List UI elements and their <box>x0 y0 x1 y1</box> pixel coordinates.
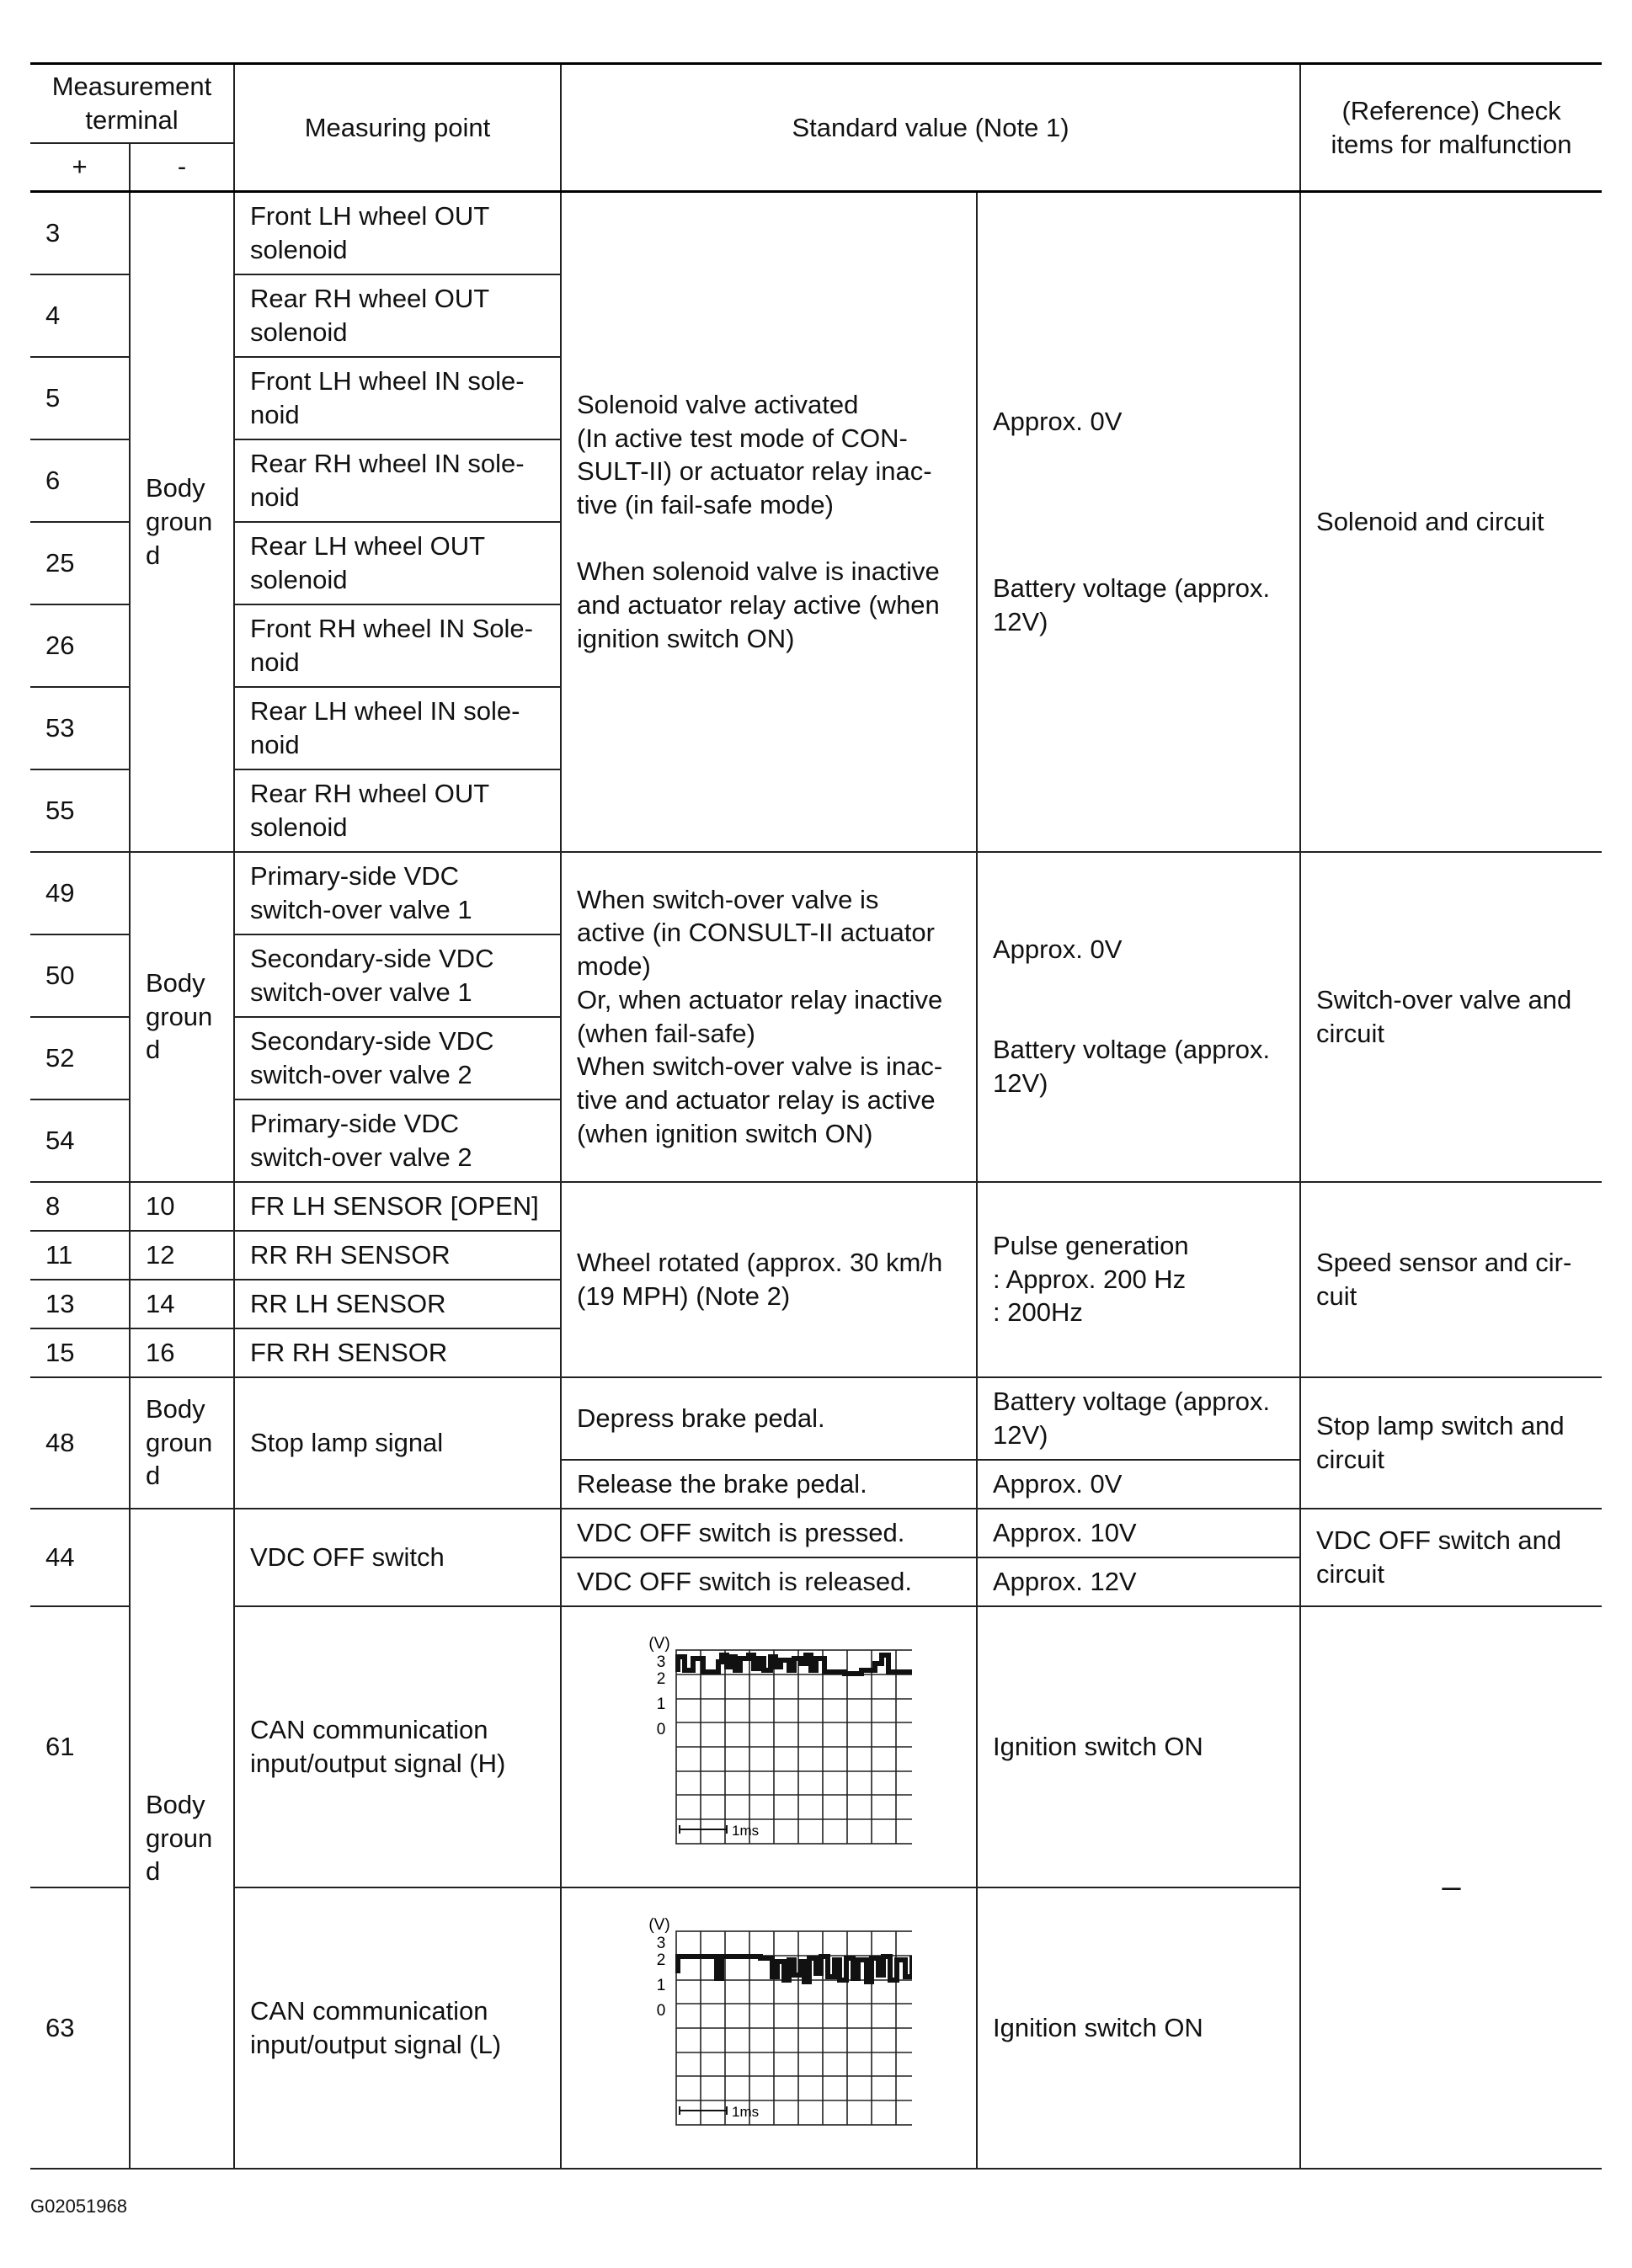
scope-grid <box>676 1650 912 1844</box>
point-13: RR LH SENSOR <box>234 1280 561 1328</box>
terminal-61: 61 <box>30 1606 130 1887</box>
scope-tick-1: 1 <box>656 1695 666 1713</box>
point-3: Front LH wheel OUT solenoid <box>234 192 561 274</box>
scope-unit: (V) <box>648 1915 670 1934</box>
body-ground-solenoid: Body groun d <box>130 192 234 852</box>
terminal-48: 48 <box>30 1377 130 1509</box>
point-49: Primary-side VDC switch-over valve 1 <box>234 852 561 934</box>
terminal-10: 10 <box>130 1182 234 1231</box>
point-50: Secondary-side VDC switch-over valve 1 <box>234 934 561 1017</box>
switchover-value: Approx. 0V Battery voltage (approx. 12V) <box>977 852 1300 1182</box>
terminal-26: 26 <box>30 604 130 687</box>
point-53: Rear LH wheel IN sole- noid <box>234 687 561 769</box>
point-4: Rear RH wheel OUT solenoid <box>234 274 561 357</box>
terminal-49: 49 <box>30 852 130 934</box>
point-48: Stop lamp signal <box>234 1377 561 1509</box>
point-11: RR RH SENSOR <box>234 1231 561 1280</box>
body-ground-switchover: Body groun d <box>130 852 234 1182</box>
scope-unit: (V) <box>648 1634 670 1653</box>
point-54: Primary-side VDC switch-over valve 2 <box>234 1099 561 1182</box>
terminal-54: 54 <box>30 1099 130 1182</box>
scope-time: 1ms <box>732 1822 760 1839</box>
can-l-waveform-cell <box>561 1887 977 2169</box>
scope-tick-0: 0 <box>656 2001 666 2020</box>
stop-lamp-cond-depress: Depress brake pedal. <box>561 1377 977 1460</box>
switchover-condition: When switch-over valve is active (in CONSULT-II actuator mode) Or, when actuator relay inactive (when fail-safe) When switch-over valve is inac- tive and actuator relay is active (when ignition switch ON) <box>561 852 977 1182</box>
terminal-6: 6 <box>30 439 130 522</box>
point-5: Front LH wheel IN sole- noid <box>234 357 561 439</box>
terminal-13: 13 <box>30 1280 130 1328</box>
scope-time-marker <box>680 2106 727 2115</box>
terminal-50: 50 <box>30 934 130 1017</box>
stop-lamp-val-release: Approx. 0V <box>977 1460 1300 1509</box>
point-8: FR LH SENSOR [OPEN] <box>234 1182 561 1231</box>
scope-tick-2: 2 <box>656 1669 666 1688</box>
can-l-waveform <box>626 1914 912 2142</box>
point-26: Front RH wheel IN Sole- noid <box>234 604 561 687</box>
can-check-dash: – <box>1442 1867 1461 1905</box>
scope-tick-2: 2 <box>656 1951 666 1969</box>
body-ground-stop-lamp: Body groun d <box>130 1377 234 1509</box>
can-h-waveform-cell <box>561 1606 977 1887</box>
solenoid-condition: Solenoid valve activated (In active test mode of CON- SULT-II) or actuator relay inac- tive (in fail-safe mode) When solenoid valve is inactive and actuator relay active (when ignition switch ON) <box>561 192 977 852</box>
can-h-waveform <box>626 1633 912 1861</box>
value-61: Ignition switch ON <box>977 1606 1300 1887</box>
measurement-terminal-header: Measurement terminal <box>30 64 234 143</box>
solenoid-value: Approx. 0V Battery voltage (approx. 12V) <box>977 192 1300 852</box>
scope-tick-3: 3 <box>656 1653 666 1671</box>
vdc-val-released: Approx. 12V <box>977 1557 1300 1606</box>
standard-value-header: Standard value (Note 1) <box>561 64 1300 192</box>
can-l-signal <box>678 1957 912 1982</box>
vdc-check: VDC OFF switch and circuit <box>1300 1509 1602 1606</box>
terminal-16: 16 <box>130 1328 234 1377</box>
point-63: CAN communication input/output signal (L) <box>234 1887 561 2169</box>
point-52: Secondary-side VDC switch-over valve 2 <box>234 1017 561 1099</box>
point-44: VDC OFF switch <box>234 1509 561 1606</box>
terminal-53: 53 <box>30 687 130 769</box>
stop-lamp-cond-release: Release the brake pedal. <box>561 1460 977 1509</box>
terminal-52: 52 <box>30 1017 130 1099</box>
terminal-5: 5 <box>30 357 130 439</box>
stop-lamp-check: Stop lamp switch and circuit <box>1300 1377 1602 1509</box>
terminal-44: 44 <box>30 1509 130 1606</box>
can-check <box>1300 1606 1602 2169</box>
reference-header: (Reference) Check items for malfunction <box>1300 64 1602 192</box>
scope-tick-3: 3 <box>656 1934 666 1952</box>
vdc-cond-released: VDC OFF switch is released. <box>561 1557 977 1606</box>
scope-time: 1ms <box>732 2103 760 2120</box>
terminal-15: 15 <box>30 1328 130 1377</box>
solenoid-check: Solenoid and circuit <box>1300 192 1602 852</box>
terminal-3: 3 <box>30 192 130 274</box>
plus-header: + <box>30 143 130 192</box>
terminal-11: 11 <box>30 1231 130 1280</box>
terminal-55: 55 <box>30 769 130 852</box>
figure-id: G02051968 <box>30 2196 127 2217</box>
body-ground-vdc-can: Body groun d <box>130 1509 234 2169</box>
point-6: Rear RH wheel IN sole- noid <box>234 439 561 522</box>
terminal-4: 4 <box>30 274 130 357</box>
terminal-8: 8 <box>30 1182 130 1231</box>
point-61: CAN communication input/output signal (H) <box>234 1606 561 1887</box>
minus-header: - <box>130 143 234 192</box>
vdc-cond-pressed: VDC OFF switch is pressed. <box>561 1509 977 1557</box>
sensor-condition: Wheel rotated (approx. 30 km/h (19 MPH) (Note 2) <box>561 1182 977 1377</box>
measuring-point-header: Measuring point <box>234 64 561 192</box>
point-15: FR RH SENSOR <box>234 1328 561 1377</box>
point-55: Rear RH wheel OUT solenoid <box>234 769 561 852</box>
sensor-check: Speed sensor and cir- cuit <box>1300 1182 1602 1377</box>
vdc-val-pressed: Approx. 10V <box>977 1509 1300 1557</box>
terminal-14: 14 <box>130 1280 234 1328</box>
terminal-63: 63 <box>30 1887 130 2169</box>
scope-tick-0: 0 <box>656 1720 666 1738</box>
terminal-25: 25 <box>30 522 130 604</box>
value-63: Ignition switch ON <box>977 1887 1300 2169</box>
switchover-check: Switch-over valve and circuit <box>1300 852 1602 1182</box>
point-25: Rear LH wheel OUT solenoid <box>234 522 561 604</box>
scope-tick-1: 1 <box>656 1976 666 1994</box>
terminal-12: 12 <box>130 1231 234 1280</box>
sensor-value: Pulse generation : Approx. 200 Hz : 200Hz <box>977 1182 1300 1377</box>
stop-lamp-val-depress: Battery voltage (approx. 12V) <box>977 1377 1300 1460</box>
terminal-spec-table <box>30 62 1602 2170</box>
scope-time-marker <box>680 1825 727 1834</box>
can-h-signal <box>678 1655 912 1674</box>
